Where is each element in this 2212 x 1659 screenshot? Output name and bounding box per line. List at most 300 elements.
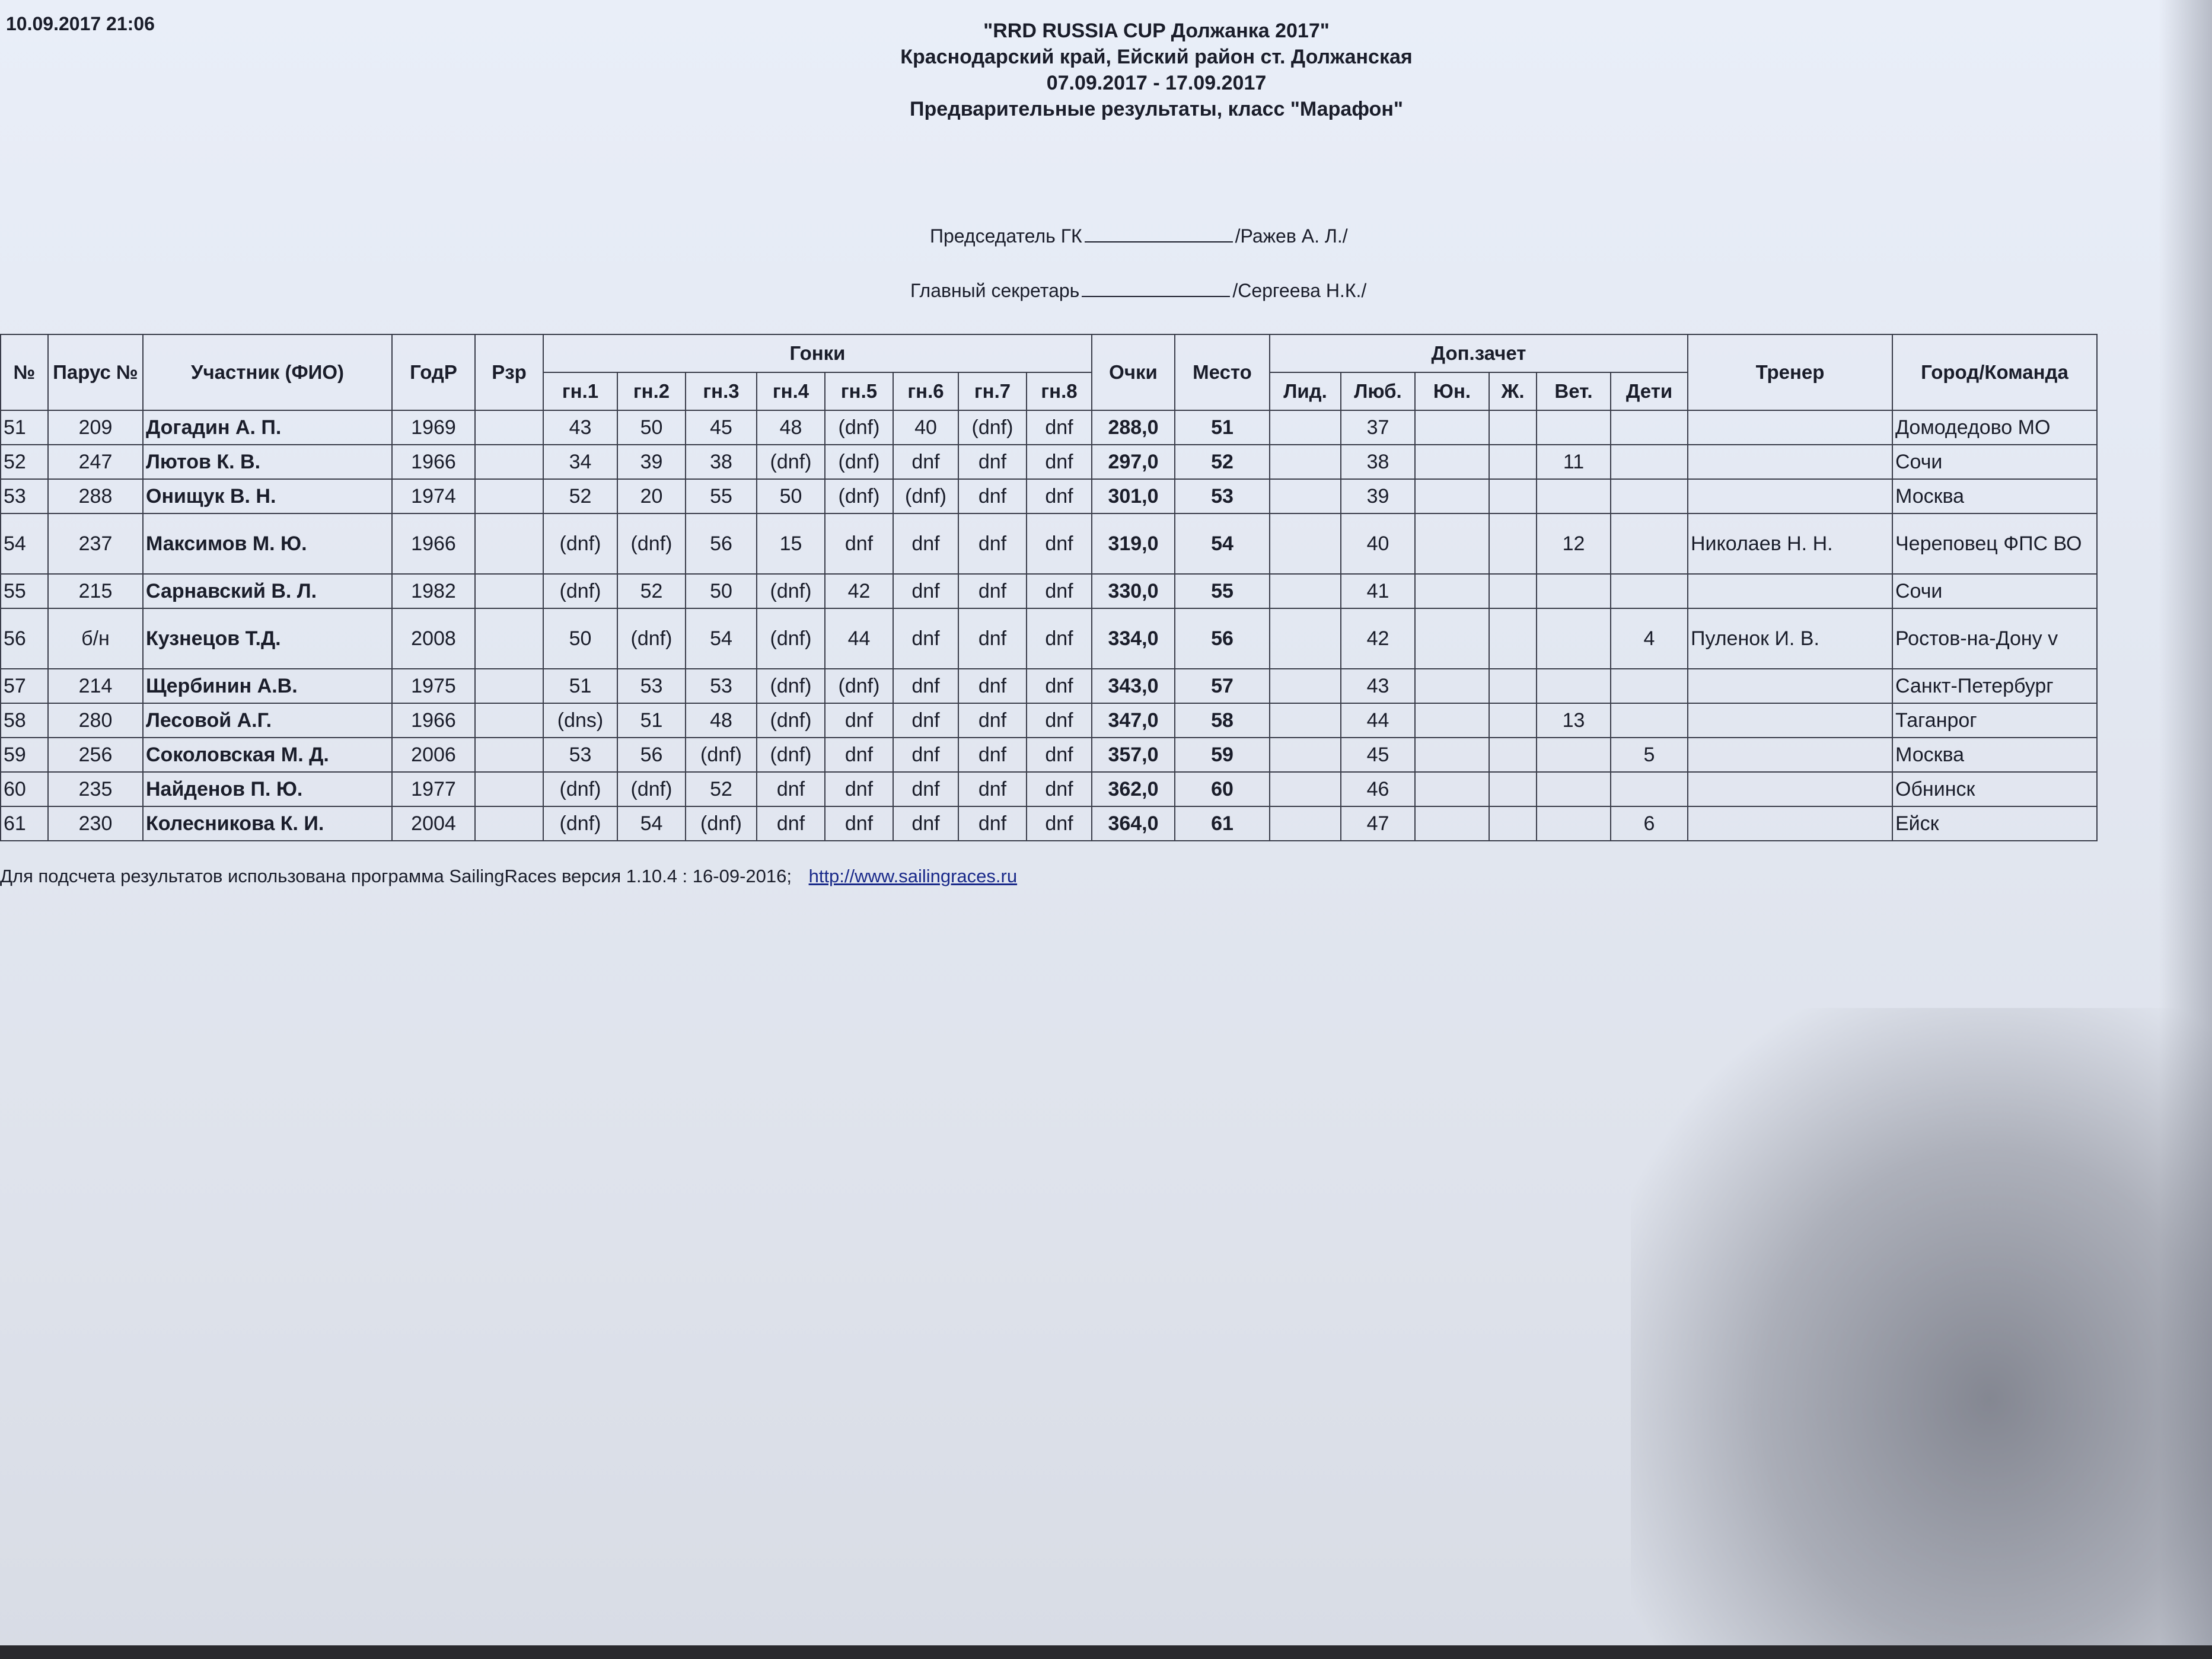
rank-cell <box>475 445 543 479</box>
birth-year-cell: 2006 <box>392 738 475 772</box>
race-result-cell: 40 <box>893 410 958 445</box>
extra-result-cell <box>1489 445 1537 479</box>
row-number-cell: 55 <box>1 574 48 608</box>
row-number-cell: 51 <box>1 410 48 445</box>
race-result-cell: dnf <box>893 806 958 841</box>
chairman-label: Председатель ГК <box>930 225 1082 247</box>
extra-result-cell <box>1537 738 1611 772</box>
extra-result-cell <box>1489 738 1537 772</box>
points-cell: 334,0 <box>1092 608 1175 669</box>
extra-result-cell <box>1611 703 1688 738</box>
race-result-cell: 50 <box>617 410 686 445</box>
race-result-cell: (dnf) <box>825 445 893 479</box>
race-result-cell: 34 <box>543 445 617 479</box>
coach-cell <box>1688 806 1892 841</box>
race-result-cell: dnf <box>958 479 1027 513</box>
extra-col-header: Дети <box>1611 372 1688 410</box>
race-result-cell: 42 <box>825 574 893 608</box>
extra-result-cell: 45 <box>1341 738 1415 772</box>
col-name-header: Участник (ФИО) <box>143 334 392 410</box>
city-team-cell: Домодедово МО <box>1892 410 2097 445</box>
rank-cell <box>475 772 543 806</box>
table-row <box>1 738 2097 772</box>
rank-cell <box>475 669 543 703</box>
race-result-cell: 44 <box>825 608 893 669</box>
extra-result-cell <box>1415 574 1489 608</box>
table-row <box>1 806 2097 841</box>
race-result-cell: dnf <box>958 772 1027 806</box>
extra-result-cell: 38 <box>1341 445 1415 479</box>
participant-name-cell: Лютов К. В. <box>143 445 392 479</box>
race-result-cell: dnf <box>825 738 893 772</box>
rank-cell <box>475 806 543 841</box>
extra-result-cell <box>1537 410 1611 445</box>
race-result-cell: (dnf) <box>757 738 825 772</box>
coach-cell <box>1688 738 1892 772</box>
coach-cell <box>1688 410 1892 445</box>
place-cell: 52 <box>1175 445 1270 479</box>
extra-result-cell <box>1611 513 1688 574</box>
sail-number-cell: 214 <box>48 669 143 703</box>
city-team-cell: Ейск <box>1892 806 2097 841</box>
extra-result-cell <box>1611 669 1688 703</box>
race-result-cell: 55 <box>686 479 757 513</box>
coach-cell: Николаев Н. Н. <box>1688 513 1892 574</box>
place-cell: 53 <box>1175 479 1270 513</box>
points-cell: 319,0 <box>1092 513 1175 574</box>
race-result-cell: 48 <box>686 703 757 738</box>
extra-result-cell <box>1270 445 1341 479</box>
extra-result-cell: 43 <box>1341 669 1415 703</box>
col-city-header: Город/Команда <box>1892 334 2097 410</box>
city-team-cell: Таганрог <box>1892 703 2097 738</box>
place-cell: 61 <box>1175 806 1270 841</box>
points-cell: 330,0 <box>1092 574 1175 608</box>
extra-result-cell <box>1415 479 1489 513</box>
table-row <box>1 574 2097 608</box>
race-result-cell: 48 <box>757 410 825 445</box>
sailingraces-link[interactable]: http://www.sailingraces.ru <box>808 866 1018 886</box>
race-result-cell: 39 <box>617 445 686 479</box>
extra-result-cell <box>1611 574 1688 608</box>
extra-result-cell: 6 <box>1611 806 1688 841</box>
race-result-cell: 50 <box>686 574 757 608</box>
race-result-cell: 52 <box>686 772 757 806</box>
extra-result-cell: 5 <box>1611 738 1688 772</box>
extra-result-cell <box>1415 703 1489 738</box>
coach-cell <box>1688 703 1892 738</box>
race-result-cell: (dnf) <box>825 479 893 513</box>
race-col-header: гн.5 <box>825 372 893 410</box>
participant-name-cell: Щербинин А.В. <box>143 669 392 703</box>
points-cell: 297,0 <box>1092 445 1175 479</box>
coach-cell: Пуленок И. В. <box>1688 608 1892 669</box>
race-result-cell: 53 <box>617 669 686 703</box>
sail-number-cell: 209 <box>48 410 143 445</box>
city-team-cell: Москва <box>1892 738 2097 772</box>
race-result-cell: (dnf) <box>757 574 825 608</box>
chairman-signature <box>930 225 1348 247</box>
points-cell: 357,0 <box>1092 738 1175 772</box>
table-row <box>1 772 2097 806</box>
extra-result-cell <box>1415 445 1489 479</box>
race-result-cell: dnf <box>958 669 1027 703</box>
race-result-cell: 15 <box>757 513 825 574</box>
results-subtitle: Предварительные результаты, класс "Марафон" <box>910 98 1403 120</box>
col-rank-header: Рзр <box>475 334 543 410</box>
race-result-cell: dnf <box>1027 479 1092 513</box>
birth-year-cell: 1966 <box>392 513 475 574</box>
race-result-cell: dnf <box>958 703 1027 738</box>
points-cell: 347,0 <box>1092 703 1175 738</box>
place-cell: 57 <box>1175 669 1270 703</box>
race-result-cell: (dnf) <box>543 806 617 841</box>
extra-result-cell: 44 <box>1341 703 1415 738</box>
race-result-cell: (dnf) <box>543 513 617 574</box>
col-place-header: Место <box>1175 334 1270 410</box>
race-col-header: гн.2 <box>617 372 686 410</box>
place-cell: 56 <box>1175 608 1270 669</box>
extra-result-cell <box>1270 479 1341 513</box>
results-table <box>0 334 2098 841</box>
points-cell: 364,0 <box>1092 806 1175 841</box>
race-result-cell: dnf <box>1027 806 1092 841</box>
coach-cell <box>1688 574 1892 608</box>
race-result-cell: dnf <box>757 806 825 841</box>
regatta-dates: 07.09.2017 - 17.09.2017 <box>1046 72 1267 94</box>
extra-result-cell: 11 <box>1537 445 1611 479</box>
sail-number-cell: 215 <box>48 574 143 608</box>
coach-cell <box>1688 445 1892 479</box>
city-team-cell: Обнинск <box>1892 772 2097 806</box>
signature-line <box>1082 284 1230 297</box>
extra-result-cell <box>1489 479 1537 513</box>
extra-result-cell <box>1270 669 1341 703</box>
extra-result-cell: 37 <box>1341 410 1415 445</box>
race-result-cell: (dnf) <box>825 410 893 445</box>
race-result-cell: 50 <box>757 479 825 513</box>
points-cell: 301,0 <box>1092 479 1175 513</box>
race-result-cell: dnf <box>958 608 1027 669</box>
city-team-cell: Санкт-Петербург <box>1892 669 2097 703</box>
sail-number-cell: б/н <box>48 608 143 669</box>
row-number-cell: 61 <box>1 806 48 841</box>
regatta-title: "RRD RUSSIA CUP Должанка 2017" <box>983 20 1330 42</box>
race-result-cell: 51 <box>617 703 686 738</box>
table-row <box>1 669 2097 703</box>
race-result-cell: dnf <box>893 445 958 479</box>
table-row <box>1 703 2097 738</box>
race-result-cell: dnf <box>893 608 958 669</box>
points-cell: 343,0 <box>1092 669 1175 703</box>
race-col-header: гн.7 <box>958 372 1027 410</box>
race-result-cell: dnf <box>893 669 958 703</box>
race-result-cell: (dnf) <box>958 410 1027 445</box>
regatta-location: Краснодарский край, Ейский район ст. Должанская <box>900 46 1413 68</box>
extra-group-header: Доп.зачет <box>1270 334 1688 372</box>
city-team-cell: Москва <box>1892 479 2097 513</box>
race-result-cell: (dnf) <box>893 479 958 513</box>
race-result-cell: dnf <box>1027 574 1092 608</box>
race-result-cell: dnf <box>1027 669 1092 703</box>
participant-name-cell: Лесовой А.Г. <box>143 703 392 738</box>
extra-result-cell <box>1415 410 1489 445</box>
coach-cell <box>1688 479 1892 513</box>
race-result-cell: (dnf) <box>617 513 686 574</box>
extra-result-cell <box>1537 772 1611 806</box>
race-result-cell: (dnf) <box>617 608 686 669</box>
extra-result-cell: 42 <box>1341 608 1415 669</box>
race-result-cell: (dnf) <box>686 738 757 772</box>
signature-line <box>1085 229 1233 243</box>
birth-year-cell: 1966 <box>392 703 475 738</box>
extra-result-cell <box>1270 410 1341 445</box>
birth-year-cell: 1966 <box>392 445 475 479</box>
extra-result-cell <box>1537 608 1611 669</box>
sail-number-cell: 280 <box>48 703 143 738</box>
race-result-cell: 38 <box>686 445 757 479</box>
race-result-cell: dnf <box>757 772 825 806</box>
race-result-cell: 53 <box>686 669 757 703</box>
table-surface <box>0 1645 2212 1659</box>
birth-year-cell: 1982 <box>392 574 475 608</box>
race-result-cell: 56 <box>686 513 757 574</box>
city-team-cell: Сочи <box>1892 445 2097 479</box>
race-result-cell: dnf <box>1027 738 1092 772</box>
race-result-cell: 56 <box>617 738 686 772</box>
race-result-cell: 50 <box>543 608 617 669</box>
row-number-cell: 53 <box>1 479 48 513</box>
race-result-cell: 54 <box>617 806 686 841</box>
participant-name-cell: Найденов П. Ю. <box>143 772 392 806</box>
race-result-cell: dnf <box>1027 703 1092 738</box>
race-result-cell: dnf <box>958 574 1027 608</box>
points-cell: 288,0 <box>1092 410 1175 445</box>
extra-result-cell <box>1270 806 1341 841</box>
race-col-header: гн.1 <box>543 372 617 410</box>
sail-number-cell: 247 <box>48 445 143 479</box>
extra-result-cell: 46 <box>1341 772 1415 806</box>
extra-result-cell <box>1611 410 1688 445</box>
row-number-cell: 56 <box>1 608 48 669</box>
rank-cell <box>475 513 543 574</box>
extra-col-header: Люб. <box>1341 372 1415 410</box>
extra-result-cell: 39 <box>1341 479 1415 513</box>
birth-year-cell: 1977 <box>392 772 475 806</box>
extra-result-cell: 47 <box>1341 806 1415 841</box>
points-cell: 362,0 <box>1092 772 1175 806</box>
city-team-cell: Ростов-на-Дону v <box>1892 608 2097 669</box>
row-number-cell: 57 <box>1 669 48 703</box>
race-result-cell: (dnf) <box>543 574 617 608</box>
place-cell: 58 <box>1175 703 1270 738</box>
race-result-cell: dnf <box>1027 513 1092 574</box>
rank-cell <box>475 738 543 772</box>
col-coach-header: Тренер <box>1688 334 1892 410</box>
place-cell: 59 <box>1175 738 1270 772</box>
results-body <box>1 410 2097 841</box>
extra-result-cell <box>1270 513 1341 574</box>
race-result-cell: 53 <box>543 738 617 772</box>
extra-result-cell <box>1611 445 1688 479</box>
race-result-cell: dnf <box>893 574 958 608</box>
rank-cell <box>475 574 543 608</box>
race-col-header: гн.8 <box>1027 372 1092 410</box>
race-result-cell: dnf <box>825 703 893 738</box>
rank-cell <box>475 410 543 445</box>
participant-name-cell: Колесникова К. И. <box>143 806 392 841</box>
extra-result-cell <box>1489 772 1537 806</box>
race-result-cell: dnf <box>1027 445 1092 479</box>
extra-result-cell: 13 <box>1537 703 1611 738</box>
rank-cell <box>475 608 543 669</box>
extra-result-cell <box>1415 513 1489 574</box>
race-result-cell: 43 <box>543 410 617 445</box>
birth-year-cell: 1969 <box>392 410 475 445</box>
city-team-cell: Череповец ФПС ВО <box>1892 513 2097 574</box>
sail-number-cell: 230 <box>48 806 143 841</box>
extra-col-header: Лид. <box>1270 372 1341 410</box>
extra-result-cell <box>1270 608 1341 669</box>
header-row <box>1 334 2097 372</box>
extra-result-cell <box>1537 669 1611 703</box>
document-header <box>771 18 1542 122</box>
extra-result-cell <box>1489 669 1537 703</box>
participant-name-cell: Онищук В. Н. <box>143 479 392 513</box>
extra-result-cell <box>1489 513 1537 574</box>
row-number-cell: 59 <box>1 738 48 772</box>
rank-cell <box>475 703 543 738</box>
extra-result-cell <box>1415 738 1489 772</box>
sail-number-cell: 237 <box>48 513 143 574</box>
birth-year-cell: 1975 <box>392 669 475 703</box>
extra-result-cell <box>1270 738 1341 772</box>
secretary-name: /Сергеева Н.К./ <box>1232 280 1367 301</box>
col-num-header: № <box>1 334 48 410</box>
extra-result-cell <box>1611 772 1688 806</box>
hand-shadow <box>1631 1008 2212 1659</box>
race-result-cell: (dnf) <box>757 669 825 703</box>
extra-result-cell <box>1537 806 1611 841</box>
extra-col-header: Ж. <box>1489 372 1537 410</box>
race-result-cell: 20 <box>617 479 686 513</box>
race-result-cell: (dnf) <box>825 669 893 703</box>
extra-result-cell: 4 <box>1611 608 1688 669</box>
race-result-cell: (dns) <box>543 703 617 738</box>
race-result-cell: (dnf) <box>757 703 825 738</box>
participant-name-cell: Максимов М. Ю. <box>143 513 392 574</box>
race-result-cell: 52 <box>543 479 617 513</box>
col-sail-header: Парус № <box>48 334 143 410</box>
table-row <box>1 410 2097 445</box>
extra-result-cell <box>1489 574 1537 608</box>
city-team-cell: Сочи <box>1892 574 2097 608</box>
extra-result-cell: 12 <box>1537 513 1611 574</box>
birth-year-cell: 2008 <box>392 608 475 669</box>
race-result-cell: dnf <box>1027 608 1092 669</box>
race-result-cell: 54 <box>686 608 757 669</box>
race-result-cell: dnf <box>893 772 958 806</box>
race-result-cell: dnf <box>1027 410 1092 445</box>
race-result-cell: dnf <box>958 738 1027 772</box>
race-result-cell: dnf <box>893 513 958 574</box>
birth-year-cell: 1974 <box>392 479 475 513</box>
participant-name-cell: Сарнавский В. Л. <box>143 574 392 608</box>
coach-cell <box>1688 669 1892 703</box>
footer-text: Для подсчета результатов использована программа SailingRaces версия 1.10.4 : 16-09-2016; <box>0 866 792 886</box>
race-result-cell: dnf <box>893 738 958 772</box>
race-result-cell: dnf <box>1027 772 1092 806</box>
col-year-header: ГодР <box>392 334 475 410</box>
race-result-cell: 52 <box>617 574 686 608</box>
extra-result-cell <box>1537 574 1611 608</box>
birth-year-cell: 2004 <box>392 806 475 841</box>
table-row <box>1 445 2097 479</box>
table-row <box>1 513 2097 574</box>
sail-number-cell: 235 <box>48 772 143 806</box>
extra-result-cell <box>1415 608 1489 669</box>
extra-result-cell <box>1537 479 1611 513</box>
race-result-cell: (dnf) <box>617 772 686 806</box>
race-result-cell: dnf <box>825 513 893 574</box>
races-group-header: Гонки <box>543 334 1092 372</box>
col-points-header: Очки <box>1092 334 1175 410</box>
race-result-cell: (dnf) <box>757 608 825 669</box>
chairman-name: /Ражев А. Л./ <box>1235 225 1348 247</box>
place-cell: 51 <box>1175 410 1270 445</box>
race-result-cell: 51 <box>543 669 617 703</box>
extra-col-header: Юн. <box>1415 372 1489 410</box>
race-result-cell: (dnf) <box>543 772 617 806</box>
table-row <box>1 479 2097 513</box>
print-timestamp: 10.09.2017 21:06 <box>6 13 155 34</box>
place-cell: 55 <box>1175 574 1270 608</box>
extra-result-cell: 40 <box>1341 513 1415 574</box>
race-result-cell: dnf <box>893 703 958 738</box>
participant-name-cell: Кузнецов Т.Д. <box>143 608 392 669</box>
participant-name-cell: Соколовская М. Д. <box>143 738 392 772</box>
race-result-cell: dnf <box>958 513 1027 574</box>
extra-result-cell <box>1270 703 1341 738</box>
race-result-cell: 45 <box>686 410 757 445</box>
race-result-cell: dnf <box>825 806 893 841</box>
place-cell: 54 <box>1175 513 1270 574</box>
extra-result-cell <box>1415 772 1489 806</box>
participant-name-cell: Догадин А. П. <box>143 410 392 445</box>
extra-result-cell: 41 <box>1341 574 1415 608</box>
race-result-cell: dnf <box>825 772 893 806</box>
extra-result-cell <box>1415 669 1489 703</box>
sail-number-cell: 256 <box>48 738 143 772</box>
race-result-cell: (dnf) <box>686 806 757 841</box>
race-result-cell: dnf <box>958 806 1027 841</box>
place-cell: 60 <box>1175 772 1270 806</box>
extra-result-cell <box>1415 806 1489 841</box>
extra-result-cell <box>1489 608 1537 669</box>
row-number-cell: 60 <box>1 772 48 806</box>
extra-result-cell <box>1270 772 1341 806</box>
extra-col-header: Вет. <box>1537 372 1611 410</box>
sail-number-cell: 288 <box>48 479 143 513</box>
extra-result-cell <box>1489 806 1537 841</box>
race-result-cell: (dnf) <box>757 445 825 479</box>
extra-result-cell <box>1270 574 1341 608</box>
row-number-cell: 54 <box>1 513 48 574</box>
rank-cell <box>475 479 543 513</box>
table-row <box>1 608 2097 669</box>
secretary-signature <box>910 280 1366 302</box>
extra-result-cell <box>1489 703 1537 738</box>
